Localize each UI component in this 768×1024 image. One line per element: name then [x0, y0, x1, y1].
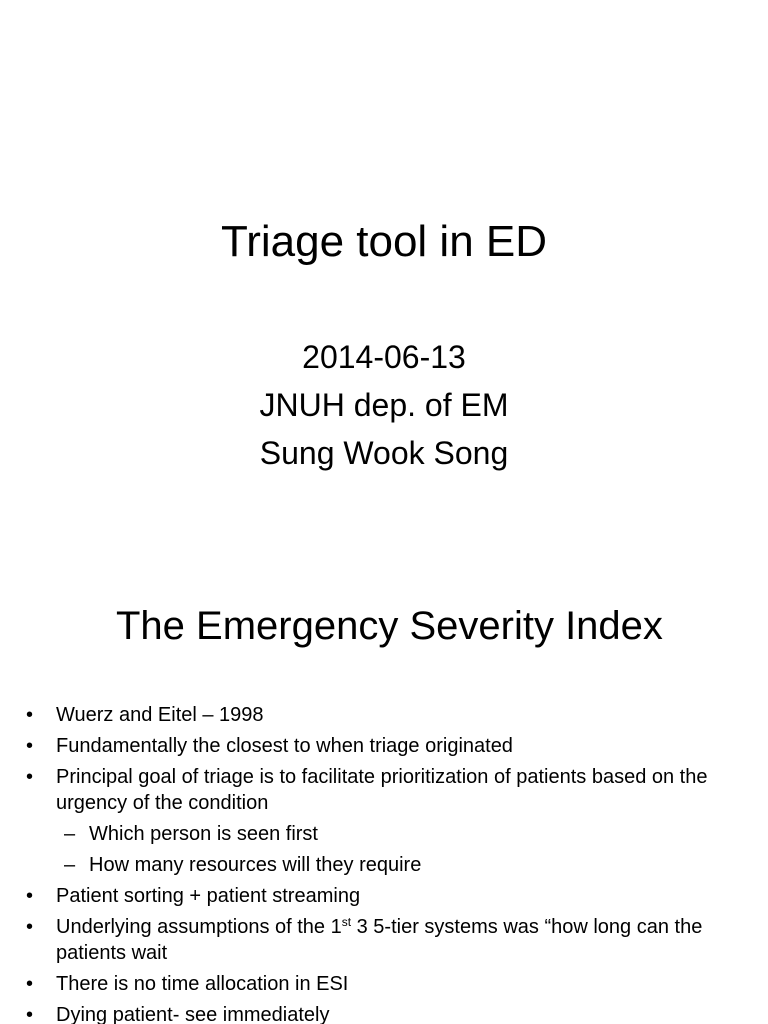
bullet-item	[0, 883, 768, 909]
bullet-item	[0, 764, 768, 816]
author-name: Sung Wook Song	[259, 435, 509, 471]
bullet-marker: •	[26, 735, 34, 757]
sub-bullet-item	[0, 821, 768, 847]
bullet-item	[0, 971, 768, 997]
bullet-text	[56, 916, 702, 964]
sub-bullet-marker: –	[64, 823, 76, 845]
bullet-item	[0, 914, 768, 966]
bullet-marker: •	[26, 973, 34, 995]
sub-bullet-text: How many resources will they require	[89, 854, 422, 876]
bullet-text: Wuerz and Eitel – 1998	[56, 704, 264, 726]
sub-bullet-item	[0, 852, 768, 878]
presentation-date: 2014-06-13	[302, 339, 466, 375]
bullet-text: Dying patient- see immediately	[56, 1004, 330, 1024]
bullet-list	[0, 702, 768, 1024]
bullet-marker: •	[26, 704, 34, 726]
bullet-marker: •	[26, 885, 34, 907]
sub-bullet-text: Which person is seen first	[89, 823, 318, 845]
bullet-item	[0, 702, 768, 728]
sub-bullet-marker: –	[64, 854, 76, 876]
bullet-marker: •	[26, 916, 34, 938]
bullet-marker: •	[26, 1004, 34, 1024]
bullet-text: There is no time allocation in ESI	[56, 973, 349, 995]
department-name: JNUH dep. of EM	[259, 387, 509, 423]
slide-subtitle	[0, 333, 768, 477]
bullet-item	[0, 1002, 768, 1024]
slide-title: Triage tool in ED	[220, 217, 548, 266]
bullet-text-part: 3 5-tier systems was “how long can the patients wait	[56, 916, 703, 964]
bullet-text: Fundamentally the closest to when triage originated	[56, 735, 513, 757]
bullet-item	[0, 733, 768, 759]
bullet-text: Principal goal of triage is to facilitate prioritization of patients based on the urgency of the condition	[56, 766, 708, 814]
bullet-text-part: Underlying assumptions of the 1	[56, 916, 342, 938]
superscript-text: st	[341, 915, 352, 929]
bullet-text: Patient sorting + patient streaming	[56, 885, 361, 907]
bullet-marker: •	[26, 766, 34, 788]
section-title: The Emergency Severity Index	[116, 604, 663, 648]
